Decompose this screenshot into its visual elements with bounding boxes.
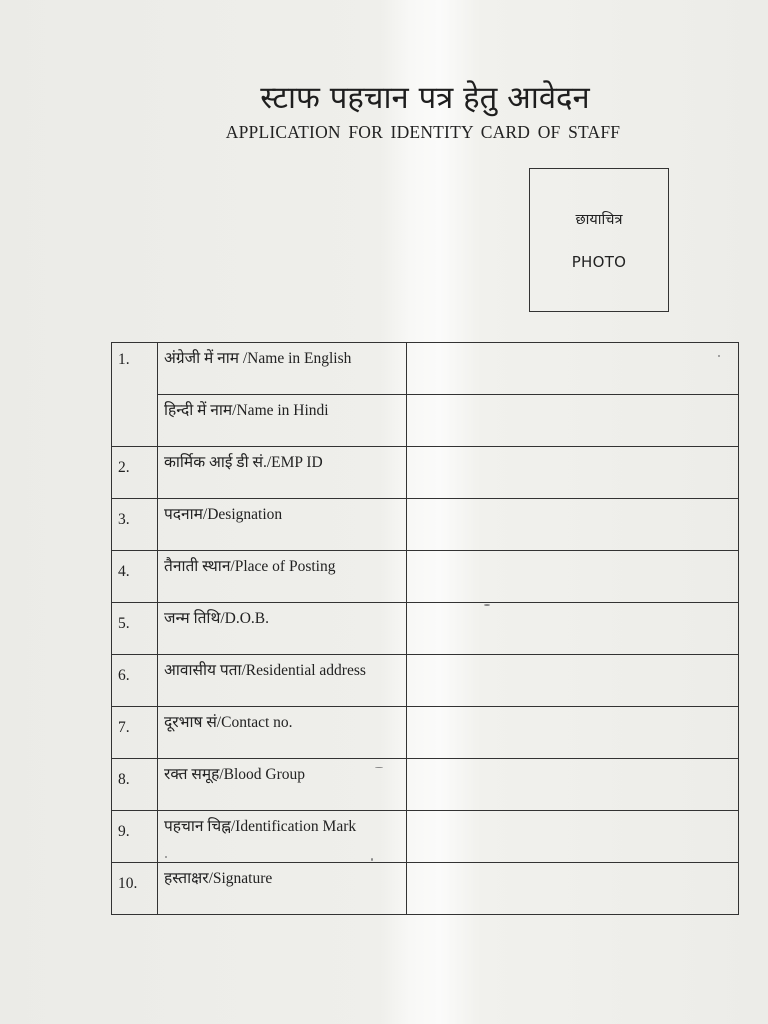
emp-id-field[interactable] [407, 447, 739, 499]
table-row [112, 395, 739, 447]
photo-label-english: PHOTO [571, 253, 627, 271]
field-label-signature: हस्ताक्षर/Signature [158, 863, 407, 915]
field-label-contact-no: दूरभाष सं/Contact no. [158, 707, 407, 759]
contact-no-field[interactable] [407, 707, 739, 759]
field-label-place-of-posting: तैनाती स्थान/Place of Posting [158, 551, 407, 603]
designation-field[interactable] [407, 499, 739, 551]
page-title-hindi: स्टाफ पहचान पत्र हेतु आवेदन [260, 80, 590, 116]
page-title-english: APPLICATION FOR IDENTITY CARD OF STAFF [225, 122, 621, 142]
dob-field[interactable] [407, 603, 739, 655]
application-form-table [111, 342, 739, 915]
identification-mark-field[interactable] [407, 811, 739, 863]
scan-speck [375, 767, 383, 768]
row-number: 7. [112, 707, 158, 759]
table-row [112, 447, 739, 499]
field-label-name-hindi: हिन्दी में नाम/Name in Hindi [158, 395, 407, 447]
scan-speck [165, 856, 167, 858]
table-row [112, 863, 739, 915]
row-number: 6. [112, 655, 158, 707]
scan-speck [484, 604, 490, 606]
field-label-name-english: अंग्रेजी में नाम /Name in English [158, 343, 407, 395]
row-number: 10. [112, 863, 158, 915]
table-row [112, 603, 739, 655]
photo-label-hindi: छायाचित्र [575, 212, 623, 228]
table-row [112, 343, 739, 395]
photo-box[interactable] [529, 168, 669, 312]
field-label-identification-mark: पहचान चिह्न/Identification Mark [158, 811, 407, 863]
place-of-posting-field[interactable] [407, 551, 739, 603]
table-row [112, 655, 739, 707]
scan-speck [718, 355, 720, 357]
field-label-emp-id: कार्मिक आई डी सं./EMP ID [158, 447, 407, 499]
residential-address-field[interactable] [407, 655, 739, 707]
name-english-field[interactable] [407, 343, 739, 395]
blood-group-field[interactable] [407, 759, 739, 811]
row-number: 5. [112, 603, 158, 655]
table-row [112, 551, 739, 603]
table-row [112, 811, 739, 863]
field-label-designation: पदनाम/Designation [158, 499, 407, 551]
table-row [112, 759, 739, 811]
row-number: 2. [112, 447, 158, 499]
row-number: 4. [112, 551, 158, 603]
row-number: 9. [112, 811, 158, 863]
row-number: 8. [112, 759, 158, 811]
table-row [112, 707, 739, 759]
table-row [112, 499, 739, 551]
signature-field[interactable] [407, 863, 739, 915]
field-label-blood-group: रक्त समूह/Blood Group [158, 759, 407, 811]
scan-speck [371, 858, 373, 861]
row-number: 3. [112, 499, 158, 551]
name-hindi-field[interactable] [407, 395, 739, 447]
field-label-dob: जन्म तिथि/D.O.B. [158, 603, 407, 655]
row-number: 1. [112, 343, 158, 447]
field-label-residential-address: आवासीय पता/Residential address [158, 655, 407, 707]
